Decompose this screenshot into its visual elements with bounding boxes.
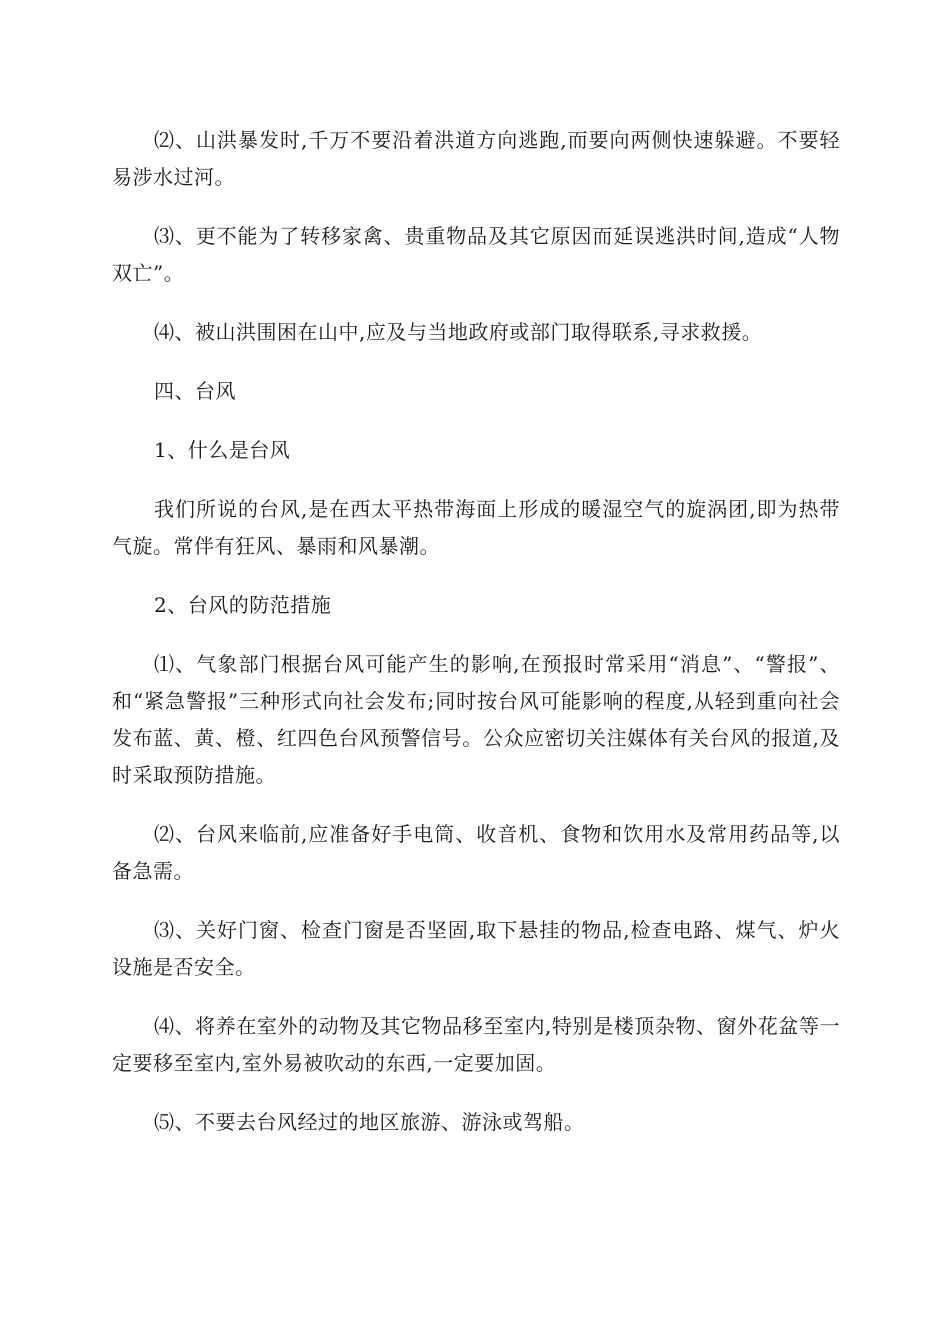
- document-body: [112, 122, 840, 1163]
- paragraph-flood-trapped: ⑷、被山洪围困在山中,应及与当地政府或部门取得联系,寻求救援。: [154, 320, 763, 344]
- paragraph-typhoon-outdoor-items: ⑷、将养在室外的动物及其它物品移至室内,特别是楼顶杂物、窗外花盆等一定要移至室内,室外易被吹动的东西,一定要加固。: [112, 1014, 840, 1075]
- section-heading-typhoon: 四、台风: [154, 379, 236, 403]
- paragraph-typhoon-definition: 我们所说的台风,是在西太平热带海面上形成的暖湿空气的旋涡团,即为热带气旋。常伴有狂风、暴雨和风暴潮。: [112, 497, 840, 558]
- paragraph-typhoon-windows: ⑶、关好门窗、检查门窗是否坚固,取下悬挂的物品,检查电路、煤气、炉火设施是否安全。: [112, 918, 840, 979]
- paragraph-flood-escape: ⑵、山洪暴发时,千万不要沿着洪道方向逃跑,而要向两侧快速躲避。不要轻易涉水过河。: [112, 128, 840, 189]
- subheading-typhoon-measures: 2、台风的防范措施: [154, 593, 332, 617]
- paragraph-flood-delay: ⑶、更不能为了转移家禽、贵重物品及其它原因而延误逃洪时间,造成“人物双亡”。: [112, 224, 840, 285]
- paragraph-typhoon-travel: ⑸、不要去台风经过的地区旅游、游泳或驾船。: [154, 1110, 585, 1134]
- paragraph-typhoon-supplies: ⑵、台风来临前,应准备好手电筒、收音机、食物和饮用水及常用药品等,以备急需。: [112, 822, 840, 883]
- subheading-what-is-typhoon: 1、什么是台风: [154, 438, 291, 462]
- paragraph-typhoon-warnings: ⑴、气象部门根据台风可能产生的影响,在预报时常采用“消息”、“警报”、和“紧急警报”三种形式向社会发布;同时按台风可能影响的程度,从轻到重向社会发布蓝、黄、橙、红四色台风预警信号。公众应密切关注媒体有关台风的报道,及时采取预防措施。: [112, 652, 840, 787]
